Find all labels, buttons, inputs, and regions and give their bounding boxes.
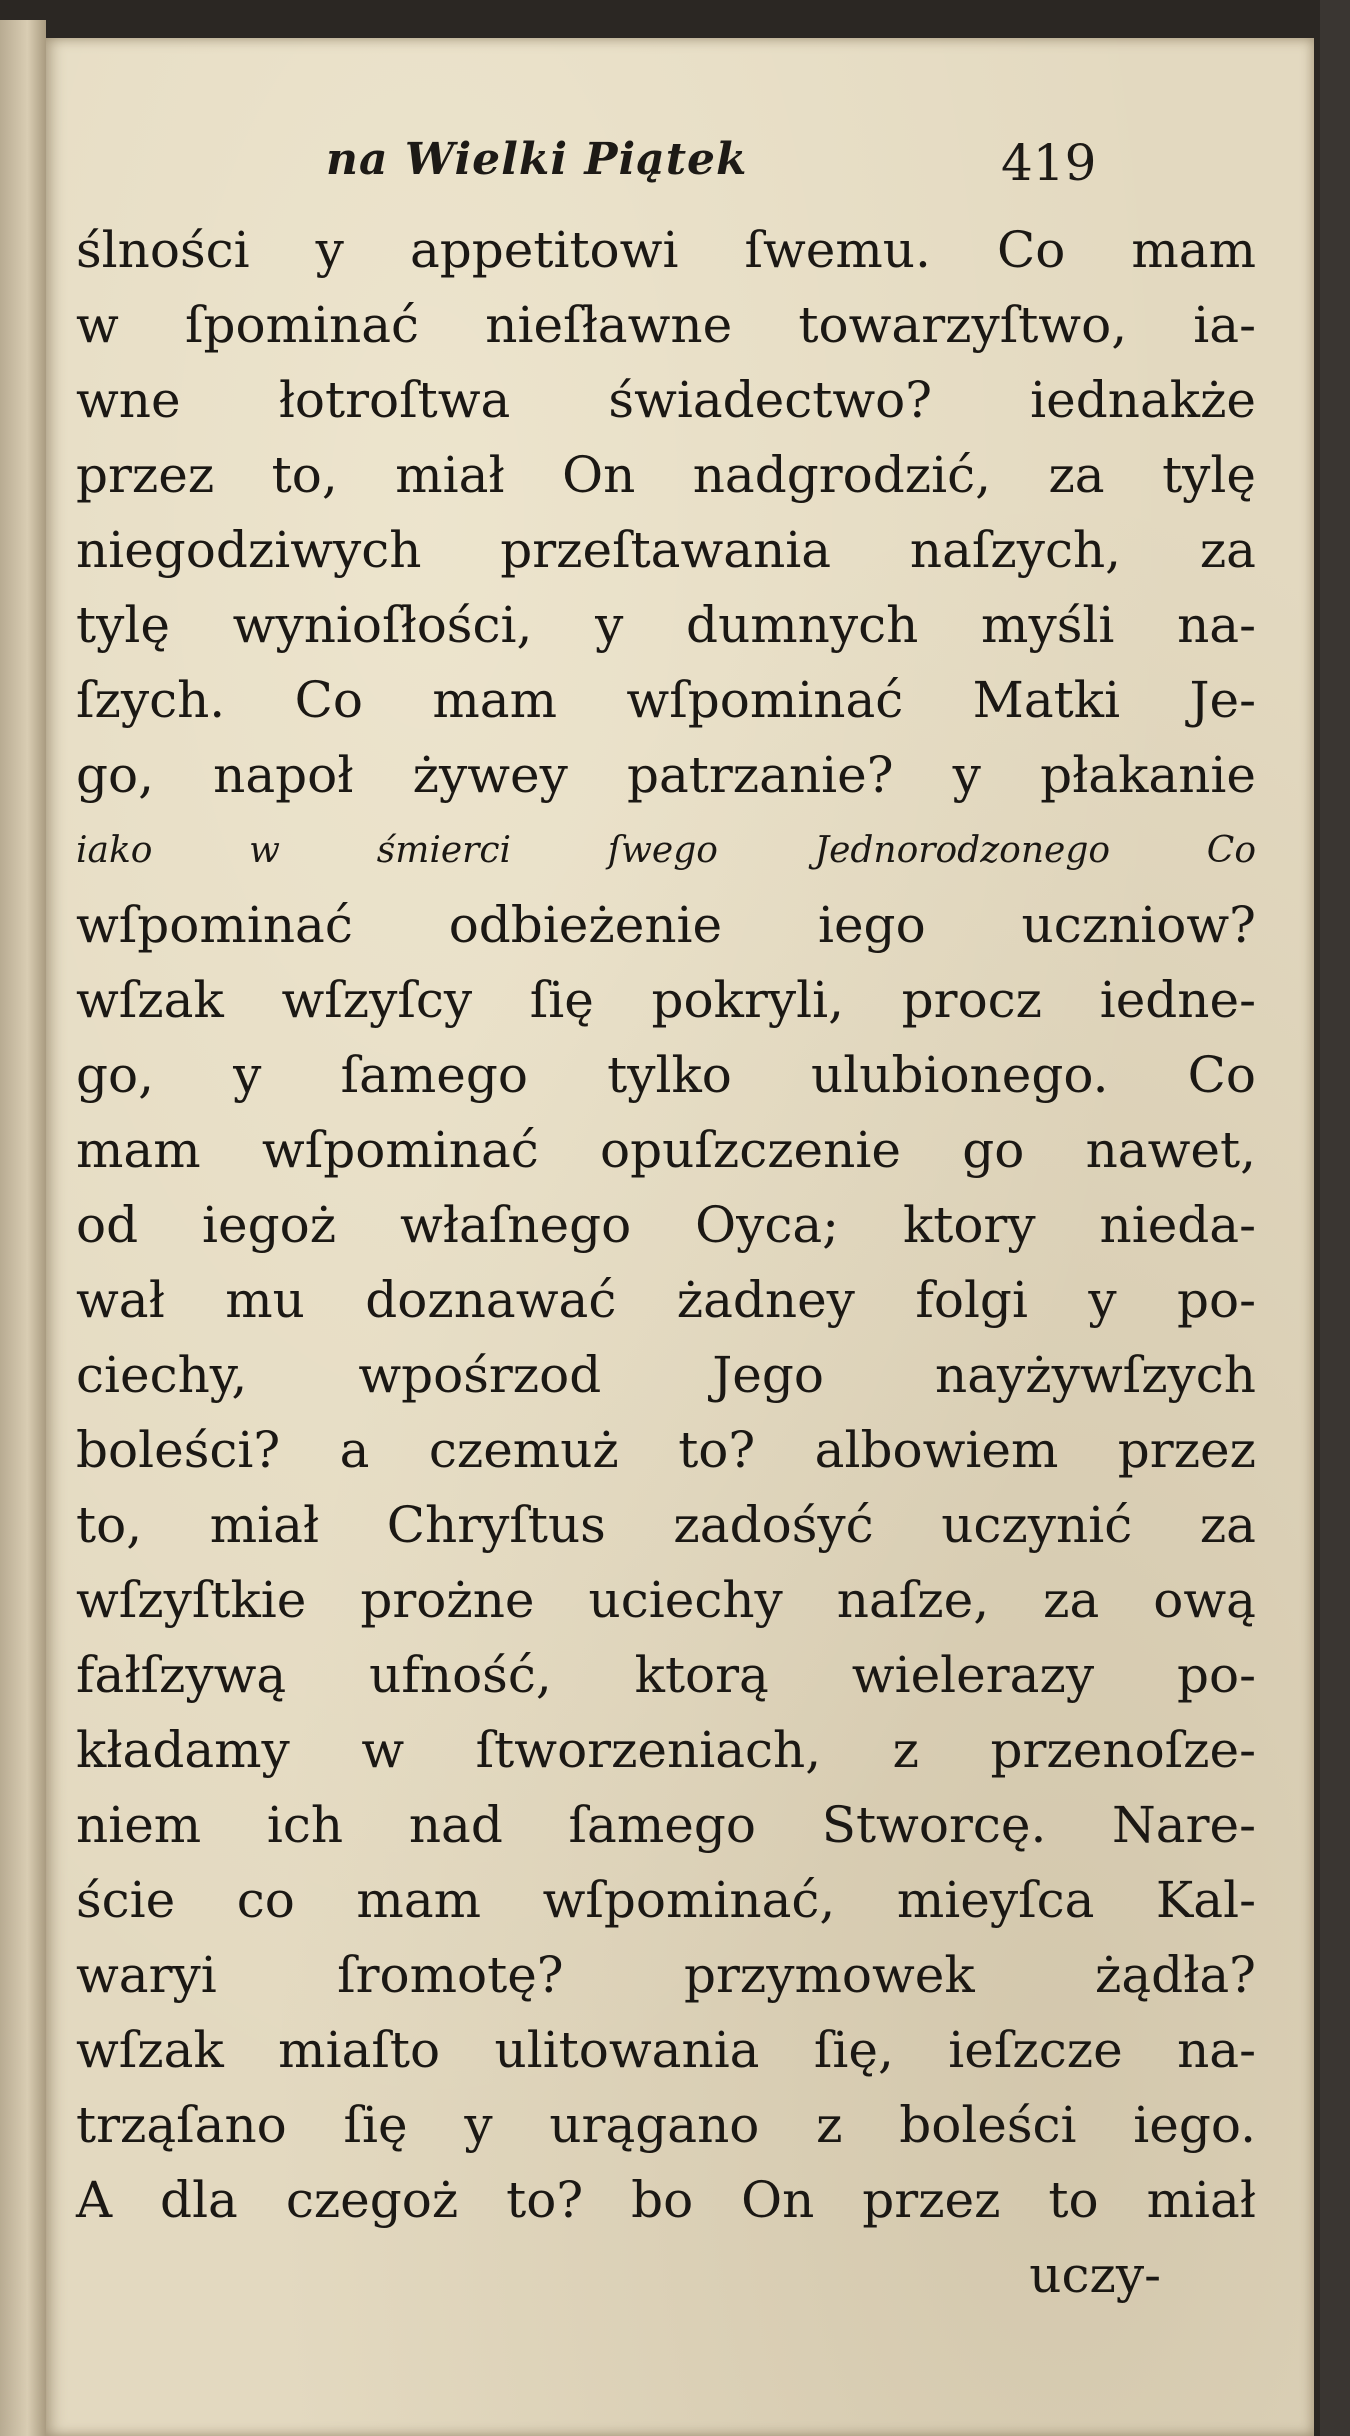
text-line: wſzak wſzyſcy ſię pokryli, procz iedne-: [76, 971, 1256, 1029]
text-line: wne łotroſtwa świadectwo? iednakże: [76, 371, 1256, 429]
text-line: kładamy w ſtworzeniach, z przenoſze-: [76, 1721, 1256, 1779]
text-line: mam wſpominać opuſzczenie go nawet,: [76, 1121, 1256, 1179]
text-line: go, y ſamego tylko ulubionego. Co: [76, 1046, 1256, 1104]
text-line: ście co mam wſpominać, mieyſca Kal-: [76, 1871, 1256, 1929]
text-line: niem ich nad ſamego Stworcę. Nare-: [76, 1796, 1256, 1854]
text-line: wał mu doznawać żadney folgi y po-: [76, 1271, 1256, 1329]
page-number: 419: [1001, 134, 1097, 192]
text-line: go, napoł żywey patrzanie? y płakanie: [76, 746, 1256, 804]
text-line: ślności y appetitowi ſwemu. Co mam: [76, 221, 1256, 279]
text-line: A dla czegoż to? bo On przez to miał: [76, 2171, 1256, 2229]
catchword: uczy-: [1029, 2246, 1161, 2304]
previous-page-edge: [0, 20, 46, 2436]
binding-background: [1320, 0, 1350, 2436]
text-line: tylę wynioſłości, y dumnych myśli na-: [76, 596, 1256, 654]
text-line: przez to, miał On nadgrodzić, za tylę: [76, 446, 1256, 504]
text-line: wſpominać odbieżenie iego uczniow?: [76, 896, 1256, 954]
text-line: w ſpominać nieſławne towarzyſtwo, ia-: [76, 296, 1256, 354]
text-line: od iegoż właſnego Oyca; ktory nieda-: [76, 1196, 1256, 1254]
text-line: ciechy, wpośrzod Jego nayżywſzych: [76, 1346, 1256, 1404]
text-line: boleści? a czemuż to? albowiem przez: [76, 1421, 1256, 1479]
text-line: waryi ſromotę? przymowek żądła?: [76, 1946, 1256, 2004]
text-line: ſzych. Co mam wſpominać Matki Je-: [76, 671, 1256, 729]
text-line: niegodziwych przeſtawania naſzych, za: [76, 521, 1256, 579]
page-header: [46, 134, 1314, 204]
text-line: fałſzywą ufność, ktorą wielerazy po-: [76, 1646, 1256, 1704]
text-line: to, miał Chryſtus zadośyć uczynić za: [76, 1496, 1256, 1554]
body-text: [76, 213, 1256, 2313]
running-title: na Wielki Piątek: [326, 134, 748, 185]
text-line-italic: iako w śmierci ſwego Jednorodzonego Co: [76, 830, 1256, 871]
book-page: [46, 38, 1314, 2436]
text-line: wſzak miaſto ulitowania ſię, ieſzcze na-: [76, 2021, 1256, 2079]
text-line: trząſano ſię y urągano z boleści iego.: [76, 2096, 1256, 2154]
text-line: wſzyſtkie prożne uciechy naſze, za ową: [76, 1571, 1256, 1629]
